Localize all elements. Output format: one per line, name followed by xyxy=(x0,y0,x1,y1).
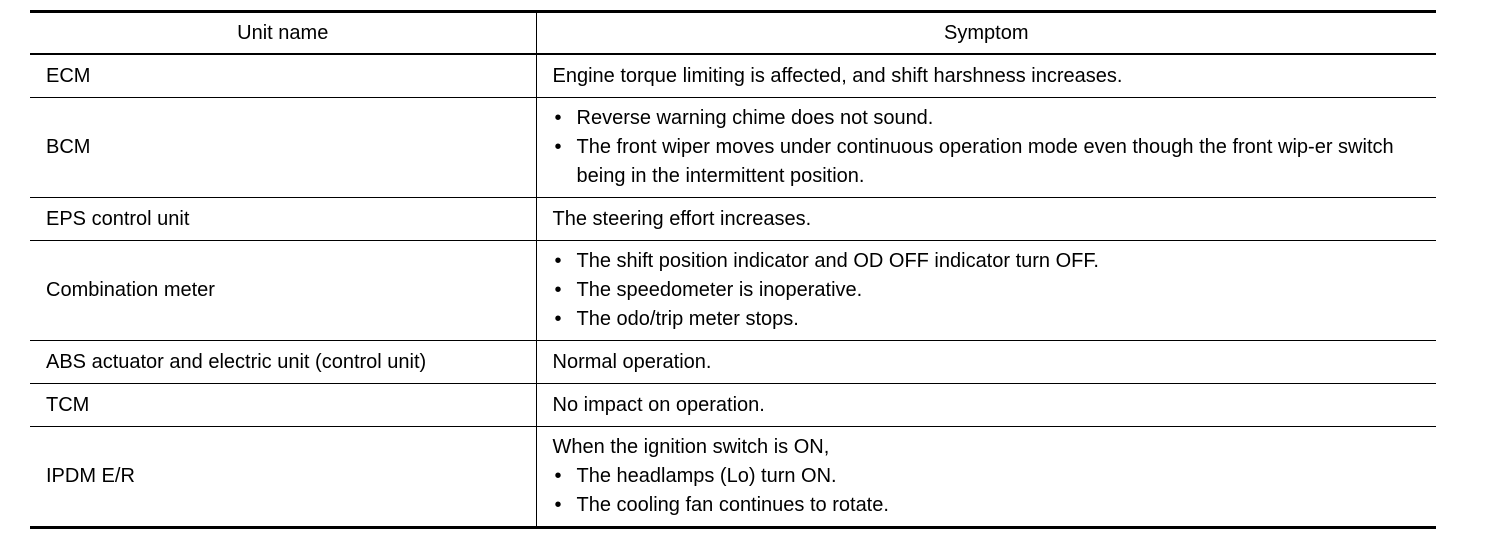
symptom-bullet-list xyxy=(553,104,1429,191)
header-row xyxy=(30,12,1436,55)
table-row-abs-actuator xyxy=(30,341,1436,384)
symptom-text: Normal operation. xyxy=(552,350,712,373)
symptom-bullet: • The speedometer is inoperative. xyxy=(553,276,1429,305)
table-row-combination-meter xyxy=(30,241,1436,341)
symptom-bullet-list xyxy=(553,462,1429,520)
symptom-table xyxy=(30,10,1436,529)
unit-name-cell: TCM xyxy=(30,384,536,427)
unit-name-cell: ECM xyxy=(30,54,536,98)
table-header xyxy=(30,12,1436,55)
unit-name-cell: IPDM E/R xyxy=(30,427,536,528)
symptom-bullet: • The front wiper moves under continuous operation mode even though the front wip-er switch being in the intermittent position. xyxy=(553,133,1429,191)
unit-name-cell: Combination meter xyxy=(30,241,536,341)
symptom-bullet: • The odo/trip meter stops. xyxy=(553,305,1429,334)
symptom-cell xyxy=(536,427,1436,528)
unit-name-cell: EPS control unit xyxy=(30,198,536,241)
symptom-cell xyxy=(536,54,1436,98)
symptom-cell xyxy=(536,198,1436,241)
symptom-bullet: • Reverse warning chime does not sound. xyxy=(553,104,1429,133)
symptom-cell xyxy=(536,341,1436,384)
header-unit-name: Unit name xyxy=(30,12,536,55)
symptom-bullet: • The cooling fan continues to rotate. xyxy=(553,491,1429,520)
unit-name-cell: BCM xyxy=(30,98,536,198)
table-row-ecm xyxy=(30,54,1436,98)
symptom-cell xyxy=(536,98,1436,198)
table-row-eps-control-unit xyxy=(30,198,1436,241)
symptom-text: Engine torque limiting is affected, and shift harshness increases. xyxy=(552,64,1123,87)
symptom-lead-text: When the ignition switch is ON, xyxy=(552,436,830,458)
symptom-bullet-list xyxy=(553,247,1429,334)
symptom-bullet: • The shift position indicator and OD OFF indicator turn OFF. xyxy=(553,247,1429,276)
header-symptom: Symptom xyxy=(536,12,1436,55)
symptom-cell xyxy=(536,241,1436,341)
symptom-cell xyxy=(536,384,1436,427)
unit-name-cell: ABS actuator and electric unit (control unit) xyxy=(30,341,536,384)
table-row-bcm xyxy=(30,98,1436,198)
table-row-ipdm-er xyxy=(30,427,1436,528)
table-row-tcm xyxy=(30,384,1436,427)
symptom-text: The steering effort increases. xyxy=(552,207,812,230)
table-body xyxy=(30,54,1436,528)
symptom-text: No impact on operation. xyxy=(552,393,765,416)
symptom-table-container xyxy=(30,10,1436,529)
symptom-bullet: • The headlamps (Lo) turn ON. xyxy=(553,462,1429,491)
